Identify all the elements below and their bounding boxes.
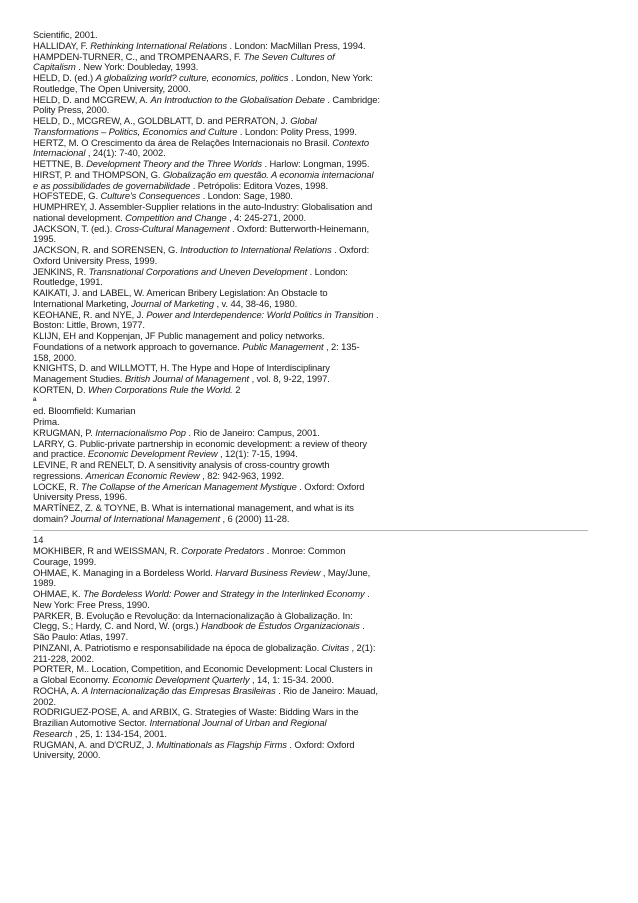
reference-text: , 14, 1: 15-34. 2000. <box>249 674 334 685</box>
reference-text: . London: Sage, 1980. <box>200 190 293 202</box>
reference-text: Prima. <box>33 416 60 427</box>
references-block-before-break <box>33 30 383 525</box>
page-number: 14 <box>33 534 44 546</box>
reference-italic-text: International Journal of Urban and Regional <box>149 717 327 728</box>
reference-text: 158, 2000. <box>33 351 77 363</box>
reference-text: , 4: 245-271, 2000. <box>226 211 306 223</box>
reference-text: LARRY, G. Public-private partnership in economic development: a review of theory <box>33 437 368 449</box>
reference-text: RODRIGUEZ-POSE, A. and ARBIX, G. Strategies of Waste: Bidding Wars in the <box>33 706 359 718</box>
reference-text: PORTER, M.. Location, Competition, and Economic Development: Local Clusters in <box>33 663 373 675</box>
reference-text: MARTÍNEZ, Z. & TOYNE, B. What is international management, and what is its <box>33 502 354 513</box>
reference-text: , 24(1): 7-40, 2002. <box>85 147 166 159</box>
reference-text: Boston: Little, Brown, 1977. <box>33 319 145 331</box>
reference-text: HELD, D., MCGREW, A., GOLDBLATT, D. and PERRATON, J. <box>33 115 291 126</box>
reference-text: 1989. <box>33 577 56 589</box>
reference-italic-text: Economic Development Quarterly <box>112 674 250 685</box>
reference-italic-text: Corporate Predators <box>181 545 265 556</box>
reference-italic-text: e as possibilidades de governabilidade <box>33 179 191 191</box>
reference-text: ed. Bloomfield: Kumarian <box>33 405 136 417</box>
reference-text: JACKSON, T. (ed.). <box>33 222 115 234</box>
page-divider-line <box>33 530 588 531</box>
reference-text: KEOHANE, R. and NYE, J. <box>33 308 147 320</box>
reference-text: Brazilian Automotive Sector. <box>33 717 150 728</box>
reference-text: , 2: 135- <box>323 340 360 352</box>
reference-italic-text: Development Theory and the Three Worlds <box>86 158 262 169</box>
reference-italic-text: British Journal of Management <box>124 373 250 384</box>
reference-italic-text: Harvard Business Review <box>215 566 321 578</box>
reference-italic-text: An Introduction to the Globalisation Debate <box>150 93 325 105</box>
reference-italic-text: Civitas <box>321 641 350 653</box>
reference-italic-text: Transnational Corporations and Uneven Development <box>88 265 308 277</box>
reference-line <box>33 750 383 761</box>
reference-italic-text: Cross-Cultural Management <box>114 222 230 234</box>
reference-text: HAMPDEN-TURNER, C., and TROMPENAARS, F. <box>33 50 244 62</box>
reference-italic-text: Globalização em questão. A economia internacional <box>162 168 374 180</box>
reference-italic-text: A Internacionalização das Empresas Brasileiras <box>82 684 276 696</box>
reference-italic-text: Competition and Change <box>125 211 227 223</box>
reference-italic-text: Rethinking International Relations <box>90 39 228 51</box>
reference-text: Routledge, The Open University, 2000. <box>33 82 191 94</box>
reference-text: KNIGHTS, D. and WILLMOTT, H. The Hype and Hope of Interdisciplinary <box>33 362 330 374</box>
reference-text: regressions. <box>33 469 86 481</box>
reference-text: JENKINS, R. <box>33 265 89 277</box>
reference-text: domain? <box>33 512 71 524</box>
reference-italic-text: Internacional <box>33 147 86 159</box>
reference-italic-text: Transformations – Politics, Economics and Culture <box>33 125 238 137</box>
reference-italic-text: Journal of International Management <box>70 512 220 524</box>
reference-text: 211-228, 2002. <box>33 652 94 664</box>
reference-text: University Press, 1996. <box>33 491 128 503</box>
reference-italic-text: Power and Interdependence: World Politics in Transition <box>146 308 374 320</box>
reference-text: HETTNE, B. <box>33 158 87 169</box>
reference-italic-text: The Collapse of the American Management Mystique <box>80 480 297 492</box>
reference-text: HIRST, P. and THOMPSON, G. <box>33 168 163 180</box>
reference-text: Courage, 1999. <box>33 555 97 567</box>
reference-text: . Rio de Janeiro: Mauad, <box>275 684 378 696</box>
reference-text: . Oxford: Butterworth-Heinemann, <box>229 222 370 234</box>
reference-text: OHMAE, K. <box>33 588 84 599</box>
reference-text: New York: Free Press, 1990. <box>33 598 150 610</box>
reference-text: São Paulo: Atlas, 1997. <box>33 631 129 642</box>
reference-italic-text: American Economic Review <box>85 469 200 481</box>
reference-text: HERTZ, M. O Crescimento da área de Relações Internacionais no Brasil. <box>33 136 333 148</box>
reference-text: . New York: Doubleday, 1993. <box>75 61 199 73</box>
reference-text: . Cambridge: <box>324 93 380 105</box>
reference-italic-text: The Seven Cultures of <box>243 50 335 62</box>
reference-text: , 2(1): <box>349 641 376 653</box>
reference-text: a Global Economy. <box>33 674 113 685</box>
references-block-after-break <box>33 546 383 761</box>
reference-text: Routledge, 1991. <box>33 276 103 288</box>
reference-text: LEVINE, R and RENELT, D. A sensitivity analysis of cross-country growth <box>33 459 330 470</box>
reference-text: PINZANI, A. Patriotismo e responsabilidade na época de globalização. <box>33 641 322 653</box>
reference-text: PARKER, B. Evolução e Revolução: da Internacionalização à Globalização. In: <box>33 609 353 621</box>
reference-text: , 82: 942-963, 1992. <box>199 469 285 481</box>
reference-text: . Rio de Janeiro: Campus, 2001. <box>185 426 320 438</box>
reference-italic-text: The Bordeless World: Power and Strategy in the Interlinked Economy <box>83 588 365 599</box>
reference-line <box>33 568 383 579</box>
reference-text: , 6 (2000) 11-28. <box>219 512 290 524</box>
reference-line <box>33 224 383 235</box>
reference-text: Scientific, 2001. <box>33 29 98 40</box>
reference-text: Clegg, S.; Hardy, C. and Nord, W. (orgs.) <box>33 620 202 632</box>
reference-text: , 25, 1: 134-154, 2001. <box>72 727 167 739</box>
reference-page <box>33 30 383 761</box>
reference-text: KRUGMAN, P. <box>33 426 96 438</box>
reference-text: . Oxford: Oxford <box>286 738 355 750</box>
reference-italic-text: Introduction to International Relations <box>180 244 332 255</box>
reference-italic-text: Culture's Consequences <box>100 190 201 202</box>
reference-text: RUGMAN, A. and D'CRUZ, J. <box>33 738 157 750</box>
reference-text: OHMAE, K. Managing in a Bordeless World. <box>33 566 216 578</box>
reference-text: Polity Press, 2000. <box>33 104 110 116</box>
reference-text: ª <box>33 394 37 406</box>
reference-italic-text: Contexto <box>332 136 369 148</box>
reference-italic-text: Journal of Marketing <box>131 297 215 309</box>
reference-italic-text: When Corporations Rule the World. <box>88 383 233 395</box>
reference-text: Management Studies. <box>33 373 125 384</box>
reference-text: . London: Polity Press, 1999. <box>237 125 357 137</box>
reference-text: , vol. 8, 9-22, 1997. <box>249 373 330 384</box>
reference-line <box>33 686 383 697</box>
reference-text: and practice. <box>33 448 88 460</box>
reference-text: LOCKE, R. <box>33 480 81 492</box>
reference-text: Foundations of a network approach to governance. <box>33 340 243 352</box>
reference-text: national development. <box>33 211 126 223</box>
reference-text: . London: MacMillan Press, 1994. <box>227 39 366 51</box>
reference-text: Oxford University Press, 1999. <box>33 254 158 266</box>
reference-line <box>33 385 383 396</box>
reference-text: KLIJN, EH and Koppenjan, JF Public management and policy networks. <box>33 330 325 341</box>
reference-italic-text: Handbook de Estudos Organizacionais <box>201 620 360 632</box>
reference-line <box>33 514 383 525</box>
reference-text: 2002. <box>33 695 56 707</box>
reference-text: , 12(1): 7-15, 1994. <box>217 448 298 460</box>
reference-text: . <box>359 620 365 632</box>
reference-text: University, 2000. <box>33 749 101 761</box>
reference-italic-text: Public Management <box>242 340 324 352</box>
reference-italic-text: Internacionalismo Pop <box>95 426 186 438</box>
reference-text: HOFSTEDE, G. <box>33 190 101 202</box>
page-break <box>33 525 383 536</box>
reference-italic-text: A globalizing world? culture, economics, politics <box>95 72 289 83</box>
reference-text: 1995. <box>33 233 56 245</box>
reference-text: 2 <box>232 383 241 395</box>
reference-text: . London, New York: <box>288 72 373 83</box>
reference-italic-text: Research <box>33 727 73 739</box>
reference-text: , May/June, <box>320 566 371 578</box>
reference-text: JACKSON, R. and SORENSEN, G. <box>33 244 181 255</box>
reference-italic-text: Global <box>290 115 317 126</box>
reference-text: KAIKATI, J. and LABEL, W. American Bribery Legislation: An Obstacle to <box>33 287 328 298</box>
reference-text: . Oxford: Oxford <box>296 480 365 492</box>
reference-text: . <box>373 308 379 320</box>
reference-italic-text: Capitalism <box>33 61 76 73</box>
reference-italic-text: Multinationals as Flagship Firms <box>156 738 287 750</box>
reference-text: . Petrópolis: Editora Vozes, 1998. <box>190 179 328 191</box>
reference-text: . Oxford: <box>331 244 370 255</box>
reference-text: HELD, D. (ed.) <box>33 72 96 83</box>
reference-text: MOKHIBER, R and WEISSMAN, R. <box>33 545 182 556</box>
reference-italic-text: Economic Development Review <box>87 448 218 460</box>
reference-text: HUMPHREY, J. Assembler-Supplier relations in the auto-Industry: Globalisation and <box>33 201 373 212</box>
reference-line <box>33 406 383 417</box>
reference-text: . <box>364 588 370 599</box>
reference-text: . Harlow: Longman, 1995. <box>261 158 370 169</box>
reference-text: HELD, D. and MCGREW, A. <box>33 93 151 105</box>
reference-text: International Marketing, <box>33 297 132 309</box>
reference-text: KORTEN, D. <box>33 383 88 395</box>
reference-text: . Monroe: Common <box>264 545 346 556</box>
reference-text: ROCHA, A. <box>33 684 83 696</box>
reference-text: HALLIDAY, F. <box>33 39 91 51</box>
reference-text: . London: <box>307 265 348 277</box>
reference-text: , v. 44, 38-46, 1980. <box>214 297 298 309</box>
reference-line <box>33 342 383 353</box>
